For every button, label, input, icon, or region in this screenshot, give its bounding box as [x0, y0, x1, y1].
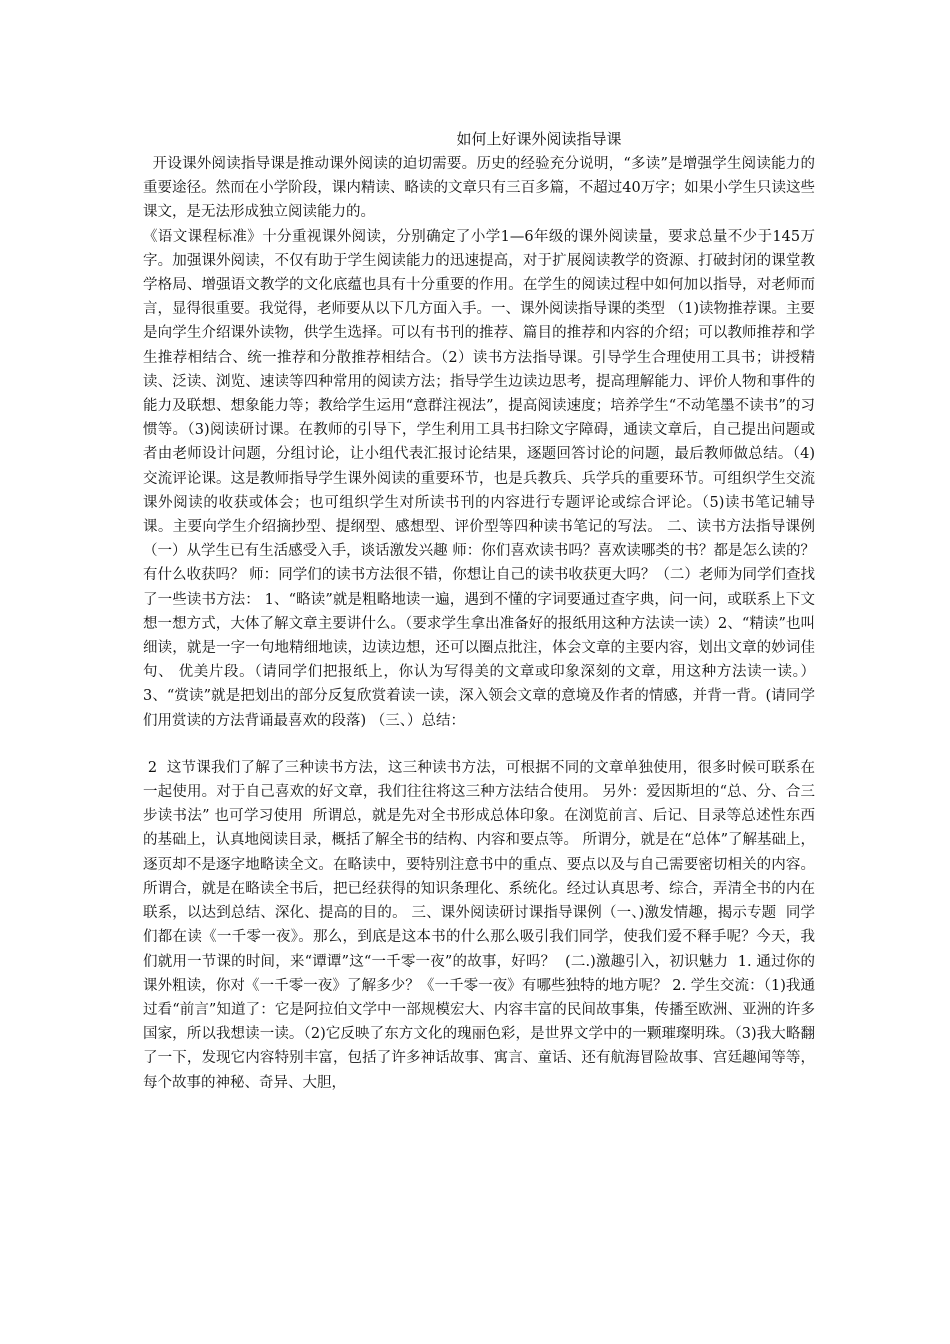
document-title: 如何上好课外阅读指导课 — [456, 130, 622, 148]
paragraph-intro: 开设课外阅读指导课是推动课外阅读的迫切需要。历史的经验充分说明，“多读”是增强学生阅读能力的重要途径。然而在小学阶段，课内精读、略读的文章只有三百多篇，不超过40万字；如果小学生只读这些课文，是无法形成独立阅读能力的。 — [143, 156, 816, 221]
paragraph-continued: 2 这节课我们了解了三种读书方法，这三种读书方法，可根据不同的文章单独使用，很多时候可联系在一起使用。对于自己喜欢的好文章，我们往往将这三种方法结合使用。 另外：爱因斯坦的“总、分、合三步读书法” 也可学习使用 所谓总，就是先对全书形成总体印象。在浏览前言、后记、目录等总述性东西的基础上，认真地阅读目录，概括了解全书的结构、内容和要点等。 所谓分，就是在“总体”了解基础上，逐页却不是逐字地略读全文。在略读中，要特别注意书中的重点、要点以及与自己需要密切相关的内容。 所谓合，就是在略读全书后，把已经获得的知识条理化、系统化。经过认真思考、综合，弄清全书的内在联系，以达到总结、深化、提高的目的。 三、课外阅读研讨课指导课例（一、)激发情趣，揭示专题 同学们都在读《一千零一夜》。那么，到底是这本书的什么那么吸引我们同学，使我们爱不释手呢？今天，我们就用一节课的时间，来“谭谭”这“一千零一夜”的故事，好吗？ (二.)激趣引入，初识魅力 1. 通过你的课外粗读，你对《一千零一夜》了解多少？《一千零一夜》有哪些独特的地方呢？ 2. 学生交流：（1)我通过看“前言”知道了：它是阿拉伯文学中一部规模宏大、内容丰富的民间故事集，传播至欧洲、亚洲的许多国家，所以我想读一读。（2)它反映了东方文化的瑰丽色彩，是世界文学中的一颗璀璨明珠。（3)我大略翻了一下，发现它内容特别丰富，包括了许多神话故事、寓言、童话、还有航海冒险故事、宫廷趣闻等等，每个故事的神秘、奇异、大胆， — [143, 759, 820, 1091]
paragraph-main: 《语文课程标准》十分重视课外阅读，分别确定了小学1—6年级的课外阅读量，要求总量不少于145万字。加强课外阅读，不仅有助于学生阅读能力的迅速提高，对于扩展阅读教学的资源、打破封闭的课堂教学格局、增强语文教学的文化底蕴也具有十分重要的作用。在学生的阅读过程中如何加以指导，对老师而言，显得很重要。我觉得，老师要从以下几方面入手。一、课外阅读指导课的类型 （1)读物推荐课。主要是向学生介绍课外读物，供学生选择。可以有书刊的推荐、篇目的推荐和内容的介绍；可以教师推荐和学生推荐相结合、统一推荐和分散推荐相结合。（2）读书方法指导课。引导学生合理使用工具书；讲授精读、泛读、浏览、速读等四种常用的阅读方法；指导学生边读边思考，提高理解能力、评价人物和事件的能力及联想、想象能力等；教给学生运用“意群注视法”，提高阅读速度；培养学生“不动笔墨不读书”的习惯等。（3)阅读研讨课。在教师的引导下，学生利用工具书扫除文字障碍，通读文章后，自己提出问题或者由老师设计问题，分组讨论，让小组代表汇报讨论结果，逐题回答讨论的问题，最后教师做总结。（4)交流评论课。这是教师指导学生课外阅读的重要环节，也是兵教兵、兵学兵的重要环节。可组织学生交流课外阅读的收获或体会；也可组织学生对所读书刊的内容进行专题评论或综合评论。（5)读书笔记辅导课。主要向学生介绍摘抄型、提纲型、感想型、评价型等四种读书笔记的写法。 二、读书方法指导课例 （一）从学生已有生活感受入手，谈话激发兴趣 师：你们喜欢读书吗？喜欢读哪类的书？都是怎么读的？有什么收获吗？ 师：同学们的读书方法很不错，你想让自己的读书收获更大吗？（二）老师为同学们查找了一些读书方法： 1、“略读”就是粗略地读一遍，遇到不懂的字词要通过查字典，问一问，或联系上下文想一想方式，大体了解文章主要讲什么。（要求学生拿出准备好的报纸用这种方法读一读）2、“精读”也叫细读，就是一字一句地精细地读，边读边想，还可以圈点批注，体会文章的主要内容，划出文章的妙词佳句、 优美片段。（请同学们把报纸上，你认为写得美的文章或印象深刻的文章，用这种方法读一读。）3、“赏读”就是把划出的部分反复欣赏着读一读，深入领会文章的意境及作者的情感，并背一背。(请同学们用赏读的方法背诵最喜欢的段落) （三、）总结： — [143, 228, 816, 729]
paragraph-spacer — [143, 733, 815, 756]
document-body — [143, 128, 820, 1095]
